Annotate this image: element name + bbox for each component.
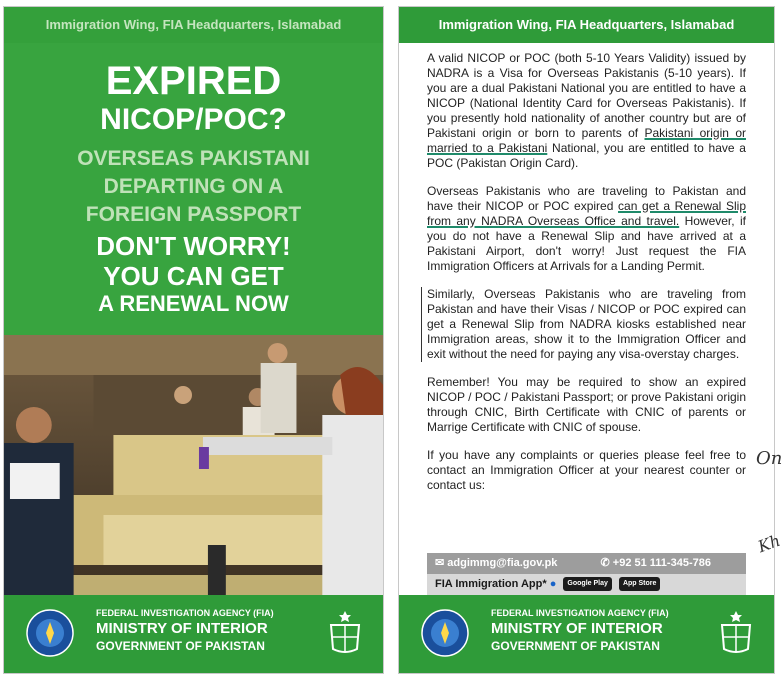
info-footer-text — [491, 607, 704, 654]
pakistan-emblem-icon — [712, 609, 760, 657]
app-row — [427, 574, 746, 595]
cover-footer — [4, 595, 383, 673]
contact-phone[interactable]: +92 51 111-345-786 — [612, 557, 711, 569]
cover-headline — [4, 43, 383, 335]
paragraph-contact: If you have any complaints or queries please feel free to contact an Immigration Officer at your nearest counter or contact us: — [427, 448, 746, 492]
paragraph-remember: Remember! You may be required to show an expired NICOP / POC / Pakistani Passport; or prove Pakistani origin through CNIC, Birth Certificate with CNIC of parents or Marrige Certificate with CNIC of spouse. — [427, 375, 746, 434]
globe-icon: ● — [549, 578, 557, 590]
headline-dont-worry: DON'T WORRY! — [96, 231, 291, 261]
pakistan-emblem-icon — [321, 609, 369, 657]
google-play-badge[interactable]: Google Play — [563, 577, 611, 591]
mail-icon: ✉ — [435, 557, 445, 569]
headline-expired: EXPIRED — [105, 59, 282, 103]
info-body — [427, 51, 746, 506]
paragraph-nicop-validity: A valid NICOP or POC (both 5-10 Years Validity) issued by NADRA is a Visa for Overseas Pakistanis (5-10 years). If you are a dual Pakistani National you are entitled to have a NICOP (National Identity Card for Overseas Pakistanis). If you presently hold nationality of another country but are of Pakistani origin or born to parents of Pakistani origin or married to a Pakistani National, you are entitled to have a POC (Pakistan Origin Card). — [427, 51, 746, 170]
airport-counter-photo — [4, 335, 383, 597]
headline-departing: DEPARTING ON A — [103, 175, 284, 198]
footer-agency: FEDERAL INVESTIGATION AGENCY (FIA) — [491, 608, 669, 618]
paragraph-renewal-slip: Overseas Pakistanis who are traveling to Pakistan and have their NICOP or POC expired can get a Renewal Slip from any NADRA Overseas Office and travel. However, if you do not have a Renewal Slip and have arrived at a Pakistani Airport, don't worry! Just request the FIA Immigration Officers at Arrivals for a Landing Permit. — [427, 184, 746, 273]
footer-government: GOVERNMENT OF PAKISTAN — [491, 639, 660, 653]
info-header: Immigration Wing, FIA Headquarters, Islamabad — [399, 7, 774, 43]
headline-foreign-passport: FOREIGN PASSPORT — [85, 203, 302, 226]
contact-box — [427, 553, 746, 595]
cover-panel — [3, 6, 384, 674]
footer-government: GOVERNMENT OF PAKISTAN — [96, 639, 265, 653]
headline-overseas: OVERSEAS PAKISTANI — [77, 147, 310, 170]
contact-email[interactable]: adgimmg@fia.gov.pk — [447, 557, 558, 569]
headline-renewal-now: A RENEWAL NOW — [98, 291, 289, 316]
phone-icon: ✆ — [600, 557, 610, 569]
footer-ministry: MINISTRY OF INTERIOR — [491, 620, 663, 637]
contact-row — [427, 553, 746, 574]
headline-you-can-get: YOU CAN GET — [103, 261, 284, 291]
cover-footer-text — [96, 607, 313, 654]
footer-ministry: MINISTRY OF INTERIOR — [96, 620, 268, 637]
headline-nicop-poc: NICOP/POC? — [100, 103, 287, 136]
app-label: FIA Immigration App* — [435, 578, 547, 590]
fia-emblem-icon — [26, 609, 74, 657]
paragraph-departing: Similarly, Overseas Pakistanis who are traveling from Pakistan and have their Visas / NICOP or POC expired can get a Renewal Slip from NADRA kiosks established near Immigration areas, show it to the Immigration Officer and exit without the need for paying any visa-overstay charges. — [421, 287, 746, 362]
fia-emblem-icon — [421, 609, 469, 657]
info-footer — [399, 595, 774, 673]
cover-header: Immigration Wing, FIA Headquarters, Islamabad — [4, 7, 383, 43]
app-store-badge[interactable]: App Store — [619, 577, 660, 591]
footer-agency: FEDERAL INVESTIGATION AGENCY (FIA) — [96, 608, 274, 618]
info-panel — [398, 6, 775, 674]
handwritten-note-kh: Kh — [755, 530, 783, 557]
handwritten-note-on: On — [756, 448, 783, 469]
